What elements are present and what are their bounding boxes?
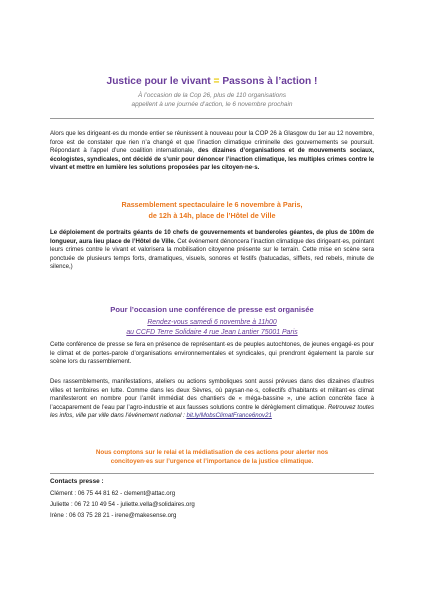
subtitle-line1: À l’occasion de la Cop 26, plus de 110 organisations (137, 92, 287, 99)
callout-line2: concitoyen·es sur l’urgence et l’importance de la justice climatique. (110, 458, 314, 465)
title-part2: Passons à l’action ! (219, 76, 318, 87)
title-equals-sign: = (213, 76, 220, 87)
portraits-text: Cet événement dénoncera l’inaction climatique des dirigeant·es, pointant leurs crimes contre le vivant et valorisera la mobilisation citoyenne présente sur le terrain. Cette mise en scène sera ponctuée de plusieurs temps forts, dramatiques, visuels, sonores et festifs (batucadas, sifflets, red rebels, minute de silence,) (50, 237, 374, 270)
intro-paragraph (50, 130, 374, 173)
press-heading: Pour l’occasion une conférence de presse est organisée (110, 305, 314, 314)
intro-text: Alors que les dirigeant·es du monde entier se réunissent à nouveau pour la COP 26 à Glasgow du 1er au 12 novembre, force est de constater que rien n’a changé et que l’inaction climatique criminelle des gouvernements se poursuit. Répondant à l’appel d’une coalition internationale, (50, 130, 374, 154)
portraits-bold: Le déploiement de portraits géants de 10 chefs de gouvernements et banderoles géantes, de plus de 100m de longueur, aura lieu place de l’Hôtel de Ville. (50, 229, 374, 245)
gatherings-italic: Retrouvez toutes les infos, ville par ville dans l’événement national : (50, 403, 374, 419)
intro-bold: des dizaines d’organisations et de mouvements sociaux, écologistes, syndicales, ont décidé de s’unir pour dénoncer l’inaction climatique, les multiples crimes contre le vivant et mettre en lumière les solutions proposées par les citoyen·ne·s. (50, 147, 374, 171)
gatherings-paragraph (50, 378, 374, 421)
portraits-paragraph (50, 229, 374, 272)
subtitle-line2: appellent à une journée d’action, le 6 novembre prochain (131, 101, 293, 108)
title-part1: Justice pour le vivant (106, 76, 214, 87)
contacts-heading: Contacts presse : (50, 478, 104, 485)
event-link[interactable]: bit.ly/MobsClimatFrance6nov21 (186, 412, 272, 419)
press-rendezvous: Rendez-vous samedi 6 novembre à 11h00 (147, 319, 277, 326)
bottom-divider (50, 473, 374, 474)
contact-juliette: Juliette : 06 72 10 49 54 - juliette.vella@solidaires.org (50, 501, 195, 508)
press-address: au CCFD Terre Solidaire 4 rue Jean Lantier 75001 Paris (126, 329, 298, 336)
contact-clement: Clément : 06 75 44 81 62 - clement@attac.org (50, 490, 176, 497)
callout-line1: Nous comptons sur le relai et la médiatisation de ces actions pour alerter nos (95, 449, 329, 456)
gatherings-text: Des rassemblements, manifestations, ateliers ou actions symboliques sont aussi prévues dans des dizaines d’autres villes et territoires en lutte. Comme dans les deux Sèvres, où paysan·ne·s, collectifs d’habitants et militant·es climat manifesteront en nombre pour l’arrêt immédiat des chantiers de « méga-bassine », une action concrète face à l’accaparement de l’eau par l’agro-industrie et aux fausses solutions contre le dérèglement climatique. (50, 378, 374, 411)
rally-line1: Rassemblement spectaculaire le 6 novembre à Paris, (121, 200, 303, 209)
top-divider (50, 118, 374, 119)
rally-line2: de 12h à 14h, place de l’Hôtel de Ville (148, 211, 276, 220)
page-title (0, 76, 424, 87)
contact-irene: Irène : 06 03 75 28 21 - irene@makesense.org (50, 512, 177, 519)
press-paragraph: Cette conférence de presse se fera en présence de représentant·es de peuples autochtones, de jeunes engagé·es pour le climat et de portes-parole d’organisations environnementales et syndicales, qui prendront également la parole sur scène lors du rassemblement. (50, 341, 374, 365)
